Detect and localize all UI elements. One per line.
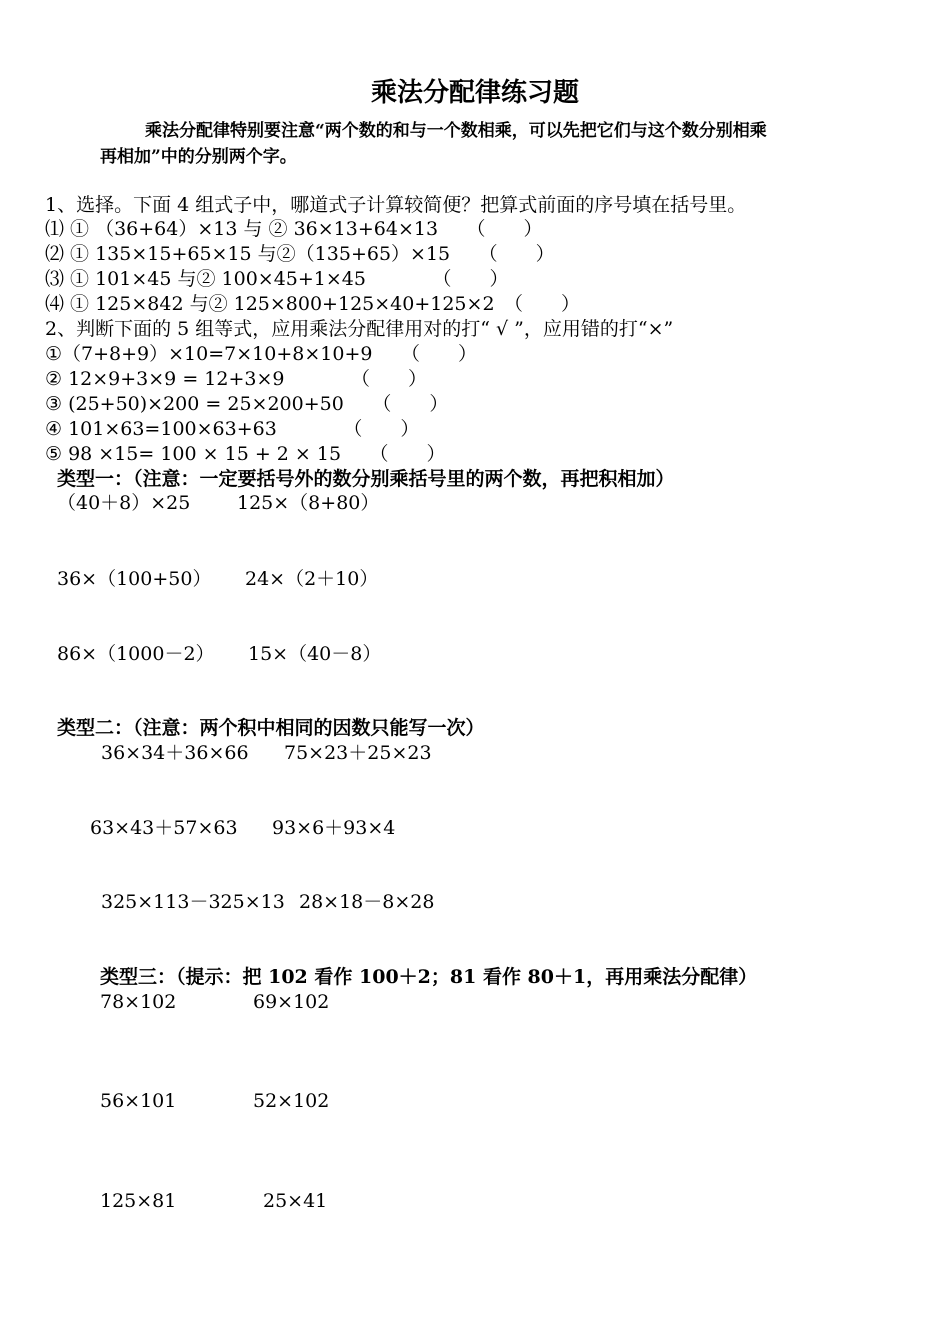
q2-prompt: 2、判断下面的 5 组等式，应用乘法分配律用对的打“ √ ”，应用错的打“×” (45, 318, 674, 340)
type3-exercise: 125×81 (100, 1190, 177, 1212)
q2-item-5: ⑤ 98 ×15= 100 × 15 + 2 × 15 （ ） (45, 443, 446, 465)
q1-prompt: 1、选择。下面 4 组式子中，哪道式子计算较简便？把算式前面的序号填在括号里。 (45, 194, 747, 216)
q1-item-1: ⑴ ① （36+64）×13 与 ② 36×13+64×13 （ ） (45, 218, 543, 240)
type1-exercise: 125×（8+80） (237, 492, 380, 514)
q1-item-2: ⑵ ① 135×15+65×15 与②（135+65）×15 （ ） (45, 243, 555, 265)
q2-item-2: ② 12×9+3×9 = 12+3×9 （ ） (45, 368, 427, 390)
type3-exercise: 52×102 (253, 1090, 330, 1112)
q2-item-1: ①（7+8+9）×10=7×10+8×10+9 （ ） (45, 343, 477, 365)
q1-item-3: ⑶ ① 101×45 与② 100×45+1×45 （ ） (45, 268, 509, 290)
type3-exercise: 78×102 (100, 991, 177, 1013)
type1-exercise: 15×（40－8） (248, 643, 382, 665)
type2-exercise: 75×23＋25×23 (284, 742, 432, 764)
type3-exercise: 56×101 (100, 1090, 177, 1112)
type2-exercise: 63×43＋57×63 (90, 817, 238, 839)
type2-exercise: 93×6＋93×4 (272, 817, 396, 839)
type3-exercise: 25×41 (263, 1190, 328, 1212)
type2-exercise: 325×113－325×13 (101, 891, 285, 913)
type1-exercise: 24×（2＋10） (245, 568, 379, 590)
type1-heading: 类型一：（注意：一定要括号外的数分别乘括号里的两个数，再把积相加） (57, 468, 675, 490)
type2-heading: 类型二：（注意：两个积中相同的因数只能写一次） (57, 717, 485, 739)
q1-item-4: ⑷ ① 125×842 与② 125×800+125×40+125×2 （ ） (45, 293, 581, 315)
type3-exercise: 69×102 (253, 991, 330, 1013)
type1-exercise: （40＋8）×25 (57, 492, 191, 514)
type2-exercise: 28×18－8×28 (299, 891, 435, 913)
type1-exercise: 36×（100+50） (57, 568, 212, 590)
q2-item-4: ④ 101×63=100×63+63 （ ） (45, 418, 420, 440)
intro-line-1: 乘法分配律特别要注意“两个数的和与一个数相乘，可以先把它们与这个数分别相乘 (145, 121, 767, 141)
type1-exercise: 86×（1000－2） (57, 643, 215, 665)
type2-exercise: 36×34＋36×66 (101, 742, 249, 764)
intro-line-2: 再相加”中的分别两个字。 (100, 147, 297, 167)
q2-item-3: ③ (25+50)×200 = 25×200+50 （ ） (45, 393, 449, 415)
page-title: 乘法分配律练习题 (370, 78, 579, 108)
type3-heading: 类型三：（提示：把 102 看作 100＋2；81 看作 80＋1，再用乘法分配律） (100, 966, 758, 988)
